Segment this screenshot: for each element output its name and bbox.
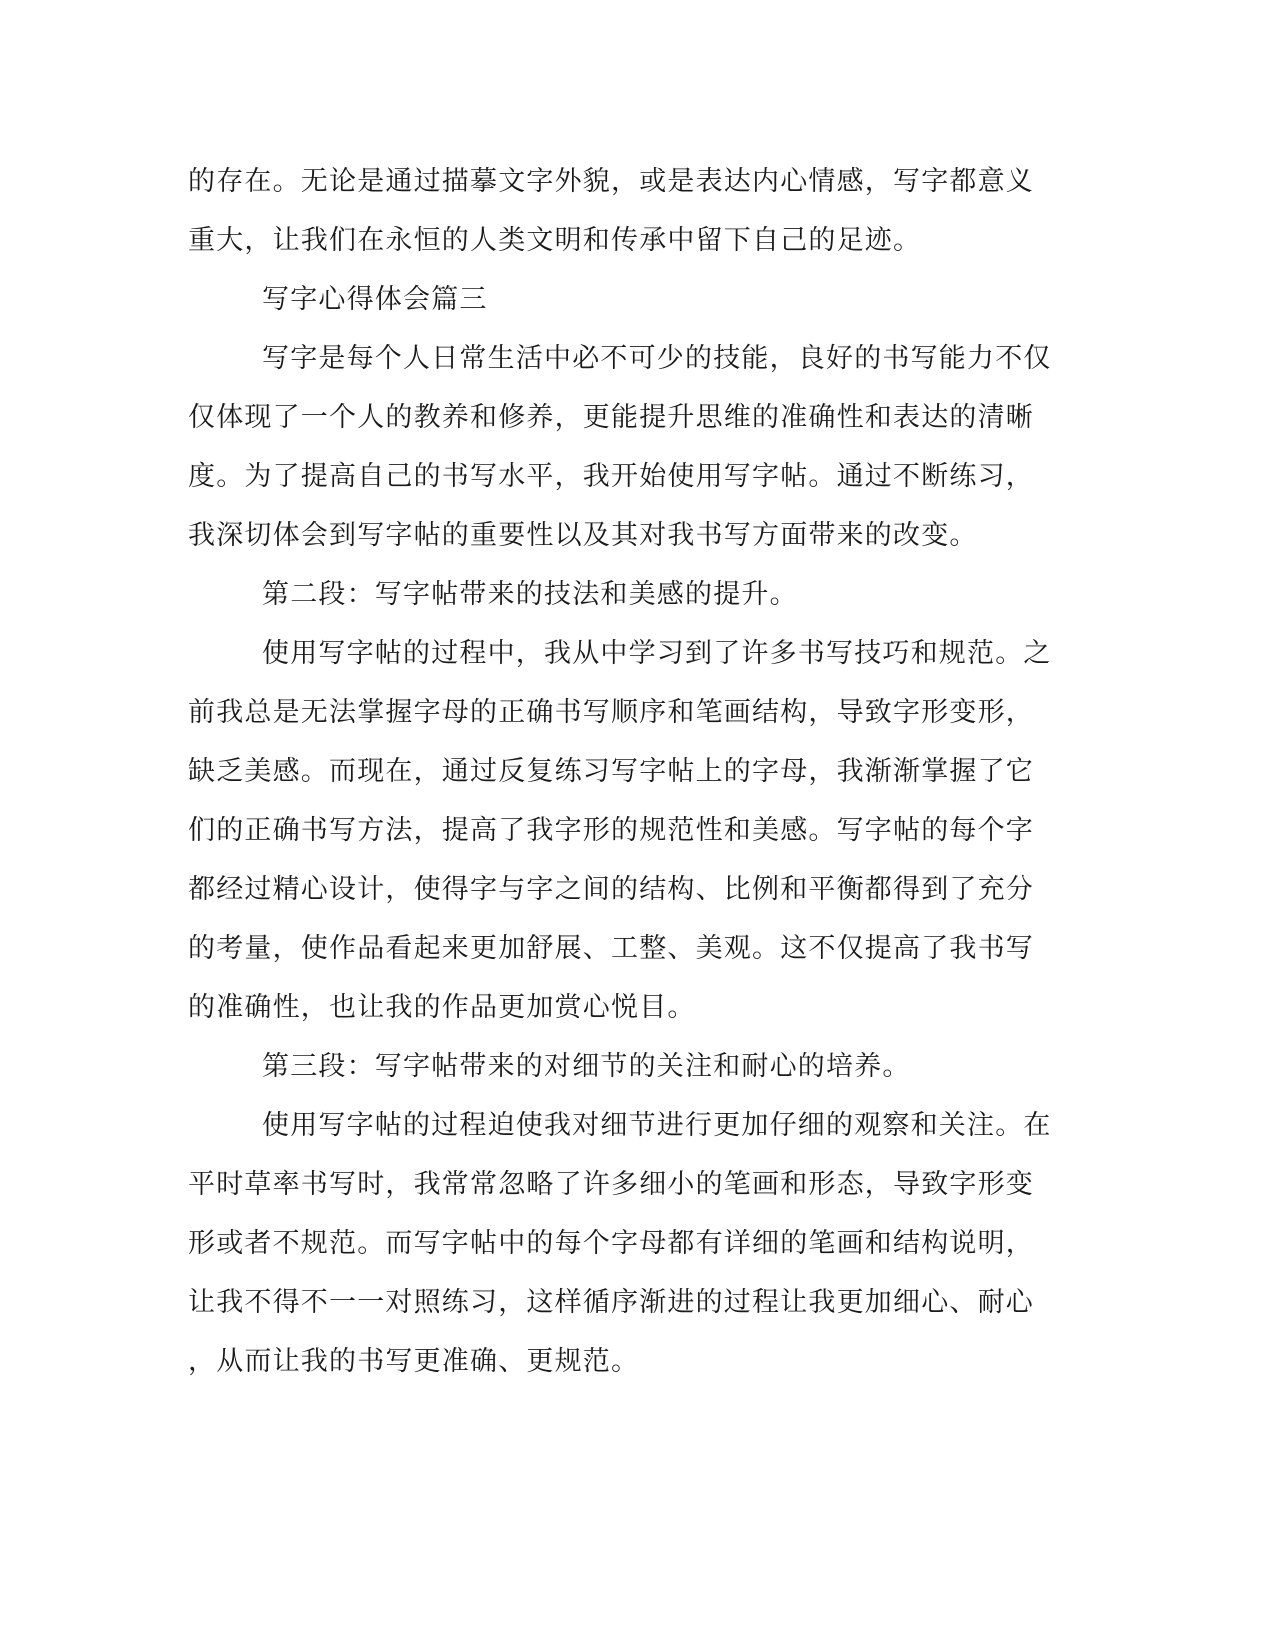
text-line: 前我总是无法掌握字母的正确书写顺序和笔画结构，导致字形变形， <box>188 697 1034 728</box>
text-line: 使用写字帖的过程中，我从中学习到了许多书写技巧和规范。之 <box>262 638 1052 669</box>
text-line: 我深切体会到写字帖的重要性以及其对我书写方面带来的改变。 <box>188 520 978 551</box>
text-line: 都经过精心设计，使得字与字之间的结构、比例和平衡都得到了充分 <box>188 874 1034 905</box>
text-line: 平时草率书写时，我常常忽略了许多细小的笔画和形态，导致字形变 <box>188 1169 1034 1200</box>
text-line: 重大，让我们在永恒的人类文明和传承中留下自己的足迹。 <box>188 225 922 256</box>
text-line: 仅体现了一个人的教养和修养，更能提升思维的准确性和表达的清晰 <box>188 402 1034 433</box>
text-line: 写字是每个人日常生活中必不可少的技能，良好的书写能力不仅 <box>262 343 1052 374</box>
text-line: 缺乏美感。而现在，通过反复练习写字帖上的字母，我渐渐掌握了它 <box>188 756 1034 787</box>
text-line: 的考量，使作品看起来更加舒展、工整、美观。这不仅提高了我书写 <box>188 933 1034 964</box>
paragraph-heading: 第二段：写字帖带来的技法和美感的提升。 <box>262 579 798 610</box>
text-line: ，从而让我的书写更准确、更规范。 <box>188 1346 640 1377</box>
text-line: 使用写字帖的过程迫使我对细节进行更加仔细的观察和关注。在 <box>262 1110 1052 1141</box>
text-line: 的存在。无论是通过描摹文字外貌，或是表达内心情感，写字都意义 <box>188 166 1034 197</box>
text-line: 形或者不规范。而写字帖中的每个字母都有详细的笔画和结构说明， <box>188 1228 1034 1259</box>
text-line: 让我不得不一一对照练习，这样循序渐进的过程让我更加细心、耐心 <box>188 1287 1034 1318</box>
text-line: 度。为了提高自己的书写水平，我开始使用写字帖。通过不断练习， <box>188 461 1034 492</box>
text-line: 们的正确书写方法，提高了我字形的规范性和美感。写字帖的每个字 <box>188 815 1034 846</box>
section-heading: 写字心得体会篇三 <box>262 284 488 315</box>
text-line: 的准确性，也让我的作品更加赏心悦目。 <box>188 992 696 1023</box>
paragraph-heading: 第三段：写字帖带来的对细节的关注和耐心的培养。 <box>262 1051 911 1082</box>
